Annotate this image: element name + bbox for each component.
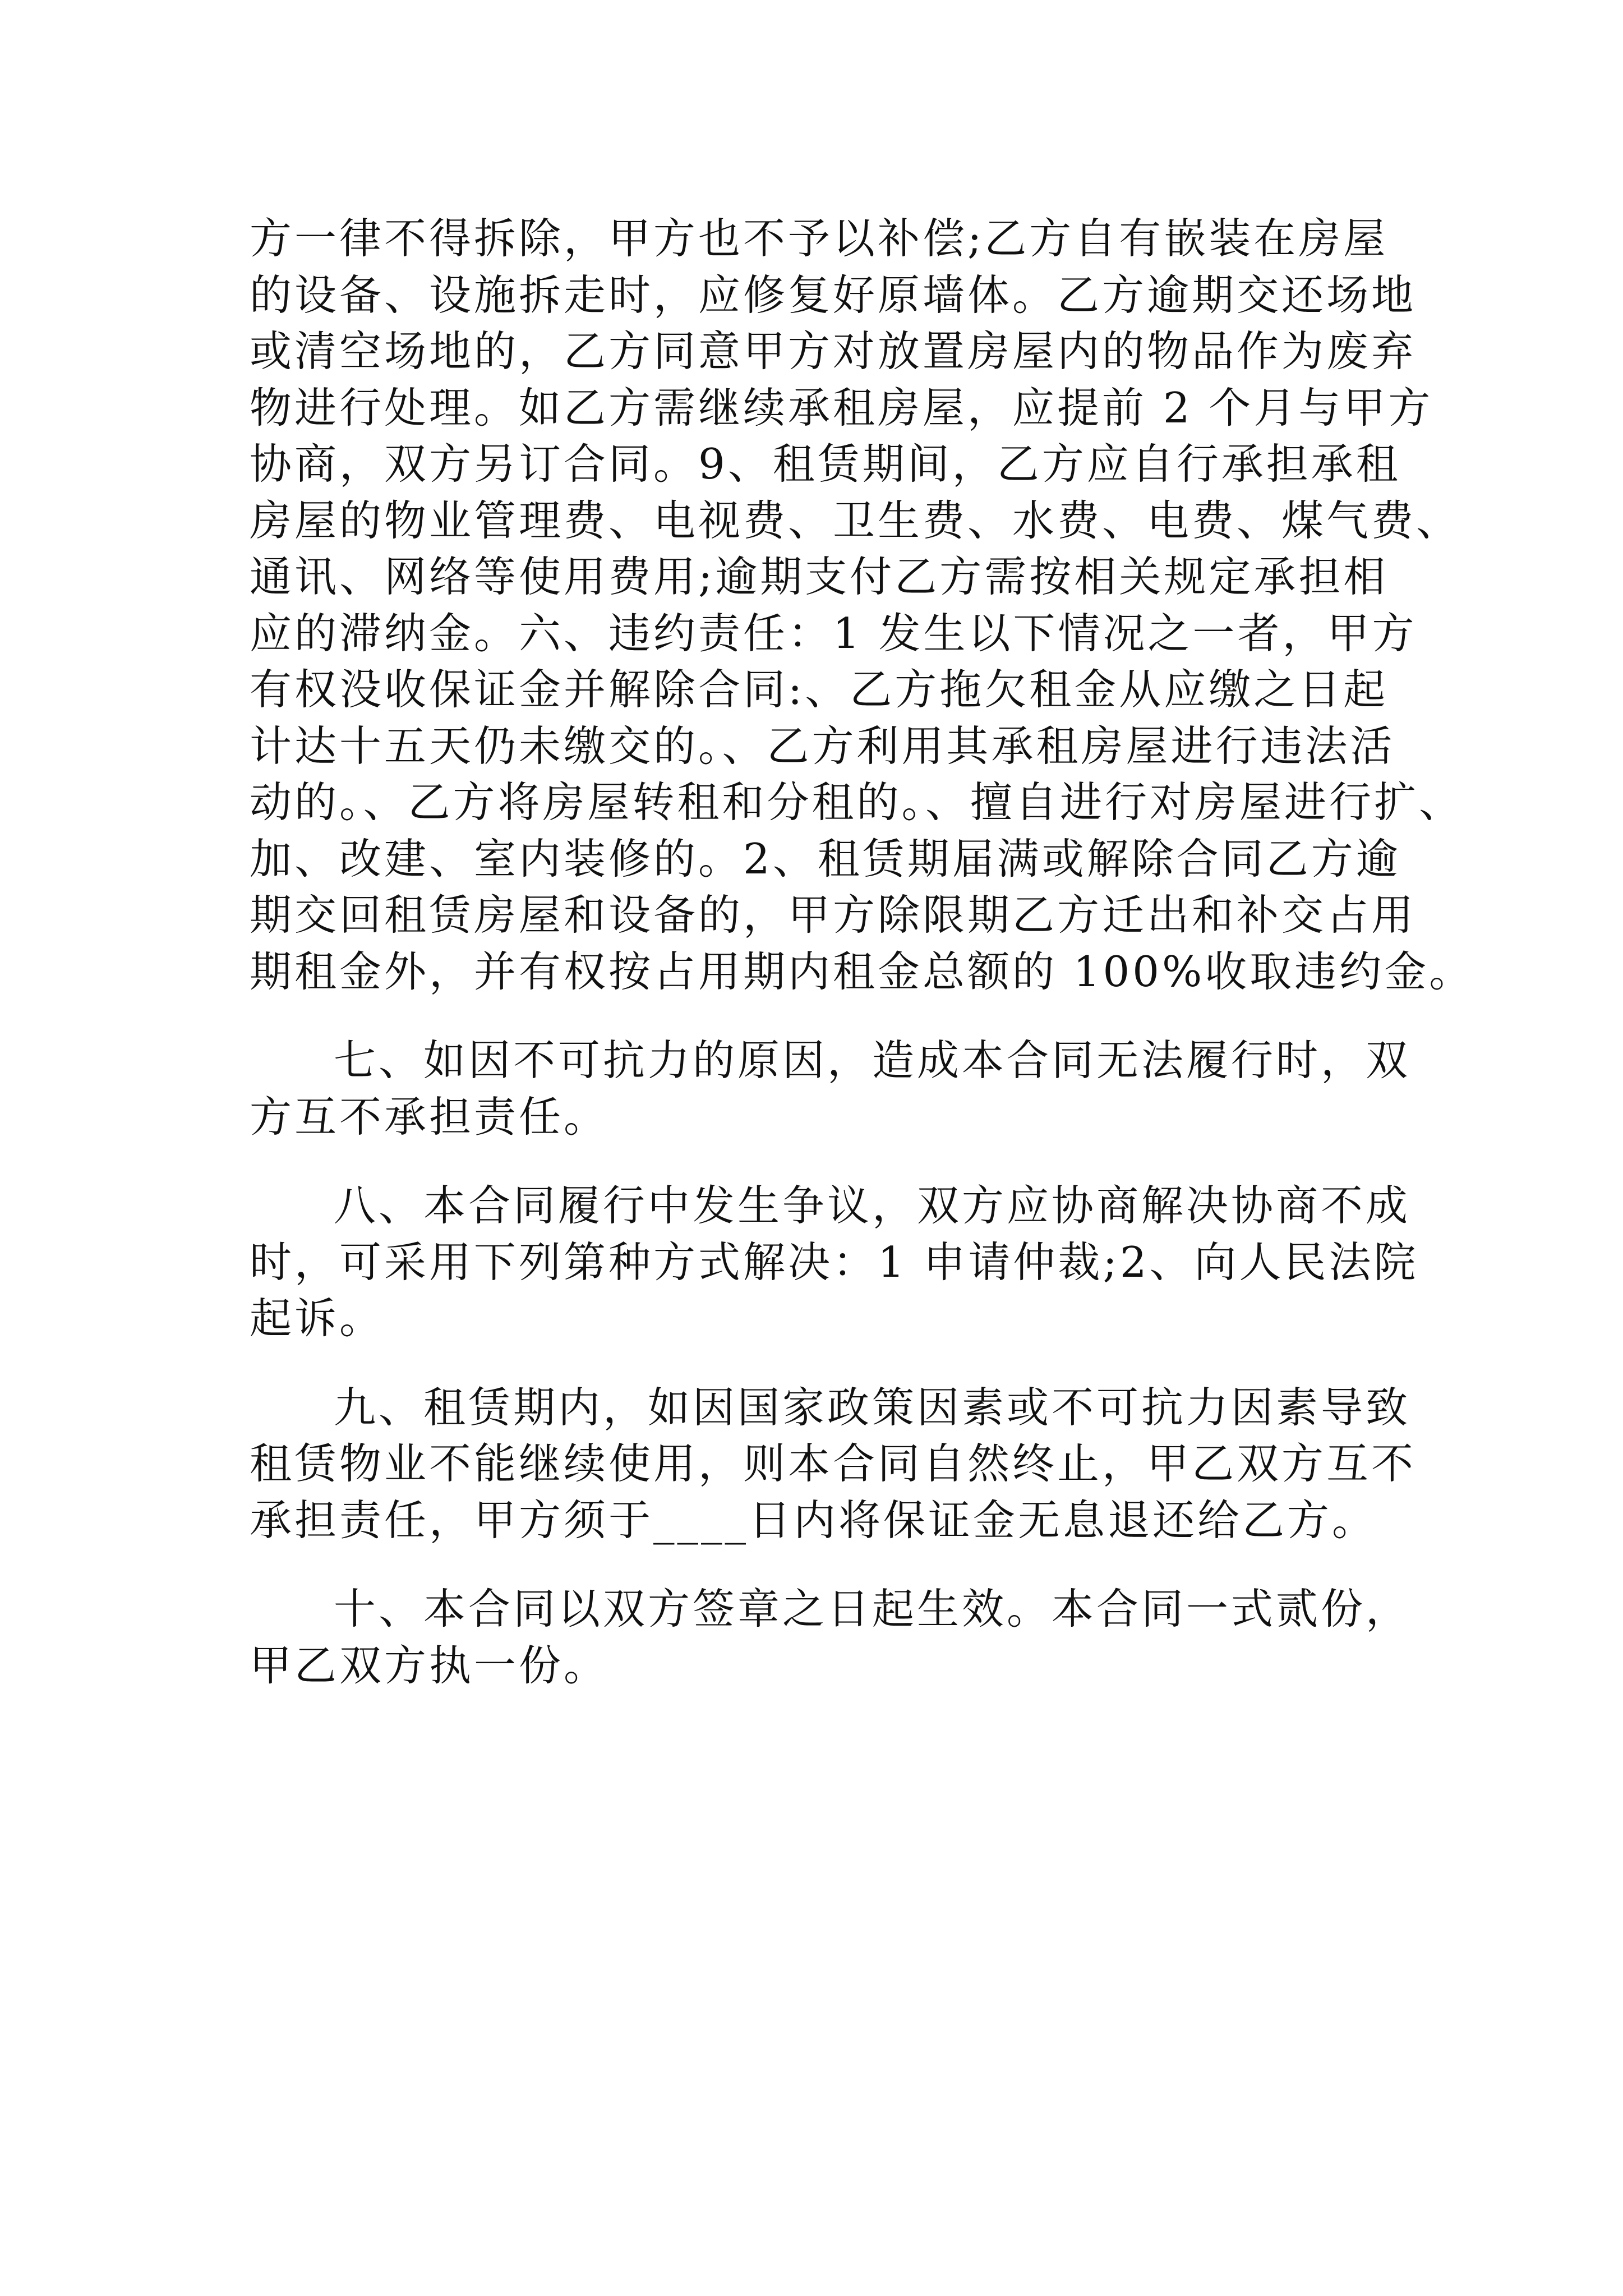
paragraph-gap (250, 1145, 1394, 1177)
document-body (250, 210, 1474, 1694)
text-line: 协商，双方另订合同。9、租赁期间，乙方应自行承担承租 (250, 439, 1401, 489)
text-line: 通讯、网络等使用费用;逾期支付乙方需按相关规定承担相 (250, 552, 1389, 601)
paragraph-gap (250, 1347, 1394, 1379)
text-line: 有权没收保证金并解除合同:、乙方拖欠租金从应缴之日起 (250, 665, 1389, 714)
text-line: 甲乙双方执一份。 (250, 1640, 609, 1690)
text-line: 动的。、乙方将房屋转租和分租的。、擅自进行对房屋进行扩、 (250, 777, 1464, 827)
text-line: 方一律不得拆除，甲方也不予以补偿;乙方自有嵌装在房屋 (250, 214, 1389, 263)
text-line: 的设备、设施拆走时，应修复好原墙体。乙方逾期交还场地 (250, 270, 1417, 320)
text-line: 期租金外，并有权按占用期内租金总额的 100%收取违约金。 (250, 946, 1474, 996)
text-line: 物进行处理。如乙方需继续承租房屋，应提前 2 个月与甲方 (250, 383, 1433, 432)
text-line: 应的滞纳金。六、违约责任：1 发生以下情况之一者，甲方 (250, 608, 1417, 658)
paragraph-clause-9 (250, 1379, 1417, 1549)
text-line: 租赁物业不能继续使用，则本合同自然终止，甲乙双方互不 (250, 1439, 1417, 1488)
paragraph-clause-8 (250, 1177, 1419, 1347)
paragraph-clause-7 (250, 1032, 1411, 1145)
text-line: 承担责任，甲方须于____日内将保证金无息退还给乙方。 (250, 1495, 1377, 1545)
text-line: 计达十五天仍未缴交的。、乙方利用其承租房屋进行违法活 (250, 721, 1395, 771)
text-line: 起诉。 (250, 1294, 385, 1343)
text-line: 房屋的物业管理费、电视费、卫生费、水费、电费、煤气费、 (250, 495, 1461, 545)
paragraph-clauses-continued (250, 210, 1474, 1000)
text-line: 七、如因不可抗力的原因，造成本合同无法履行时，双 (334, 1036, 1411, 1085)
text-line: 时，可采用下列第种方式解决：1 申请仲裁;2、向人民法院 (250, 1237, 1419, 1287)
text-line: 或清空场地的，乙方同意甲方对放置房屋内的物品作为废弃 (250, 326, 1417, 376)
text-line: 九、租赁期内，如因国家政策因素或不可抗力因素导致 (334, 1382, 1411, 1432)
paragraph-clause-10 (250, 1581, 1411, 1694)
text-line: 十、本合同以双方签章之日起生效。本合同一式贰份， (334, 1584, 1411, 1634)
text-line: 加、改建、室内装修的。2、租赁期届满或解除合同乙方逾 (250, 834, 1401, 884)
paragraph-gap (250, 1000, 1394, 1032)
paragraph-gap (250, 1548, 1394, 1581)
text-line: 方互不承担责任。 (250, 1092, 609, 1142)
text-line: 八、本合同履行中发生争议，双方应协商解决协商不成 (334, 1181, 1411, 1230)
text-line: 期交回租赁房屋和设备的，甲方除限期乙方迁出和补交占用 (250, 890, 1417, 940)
